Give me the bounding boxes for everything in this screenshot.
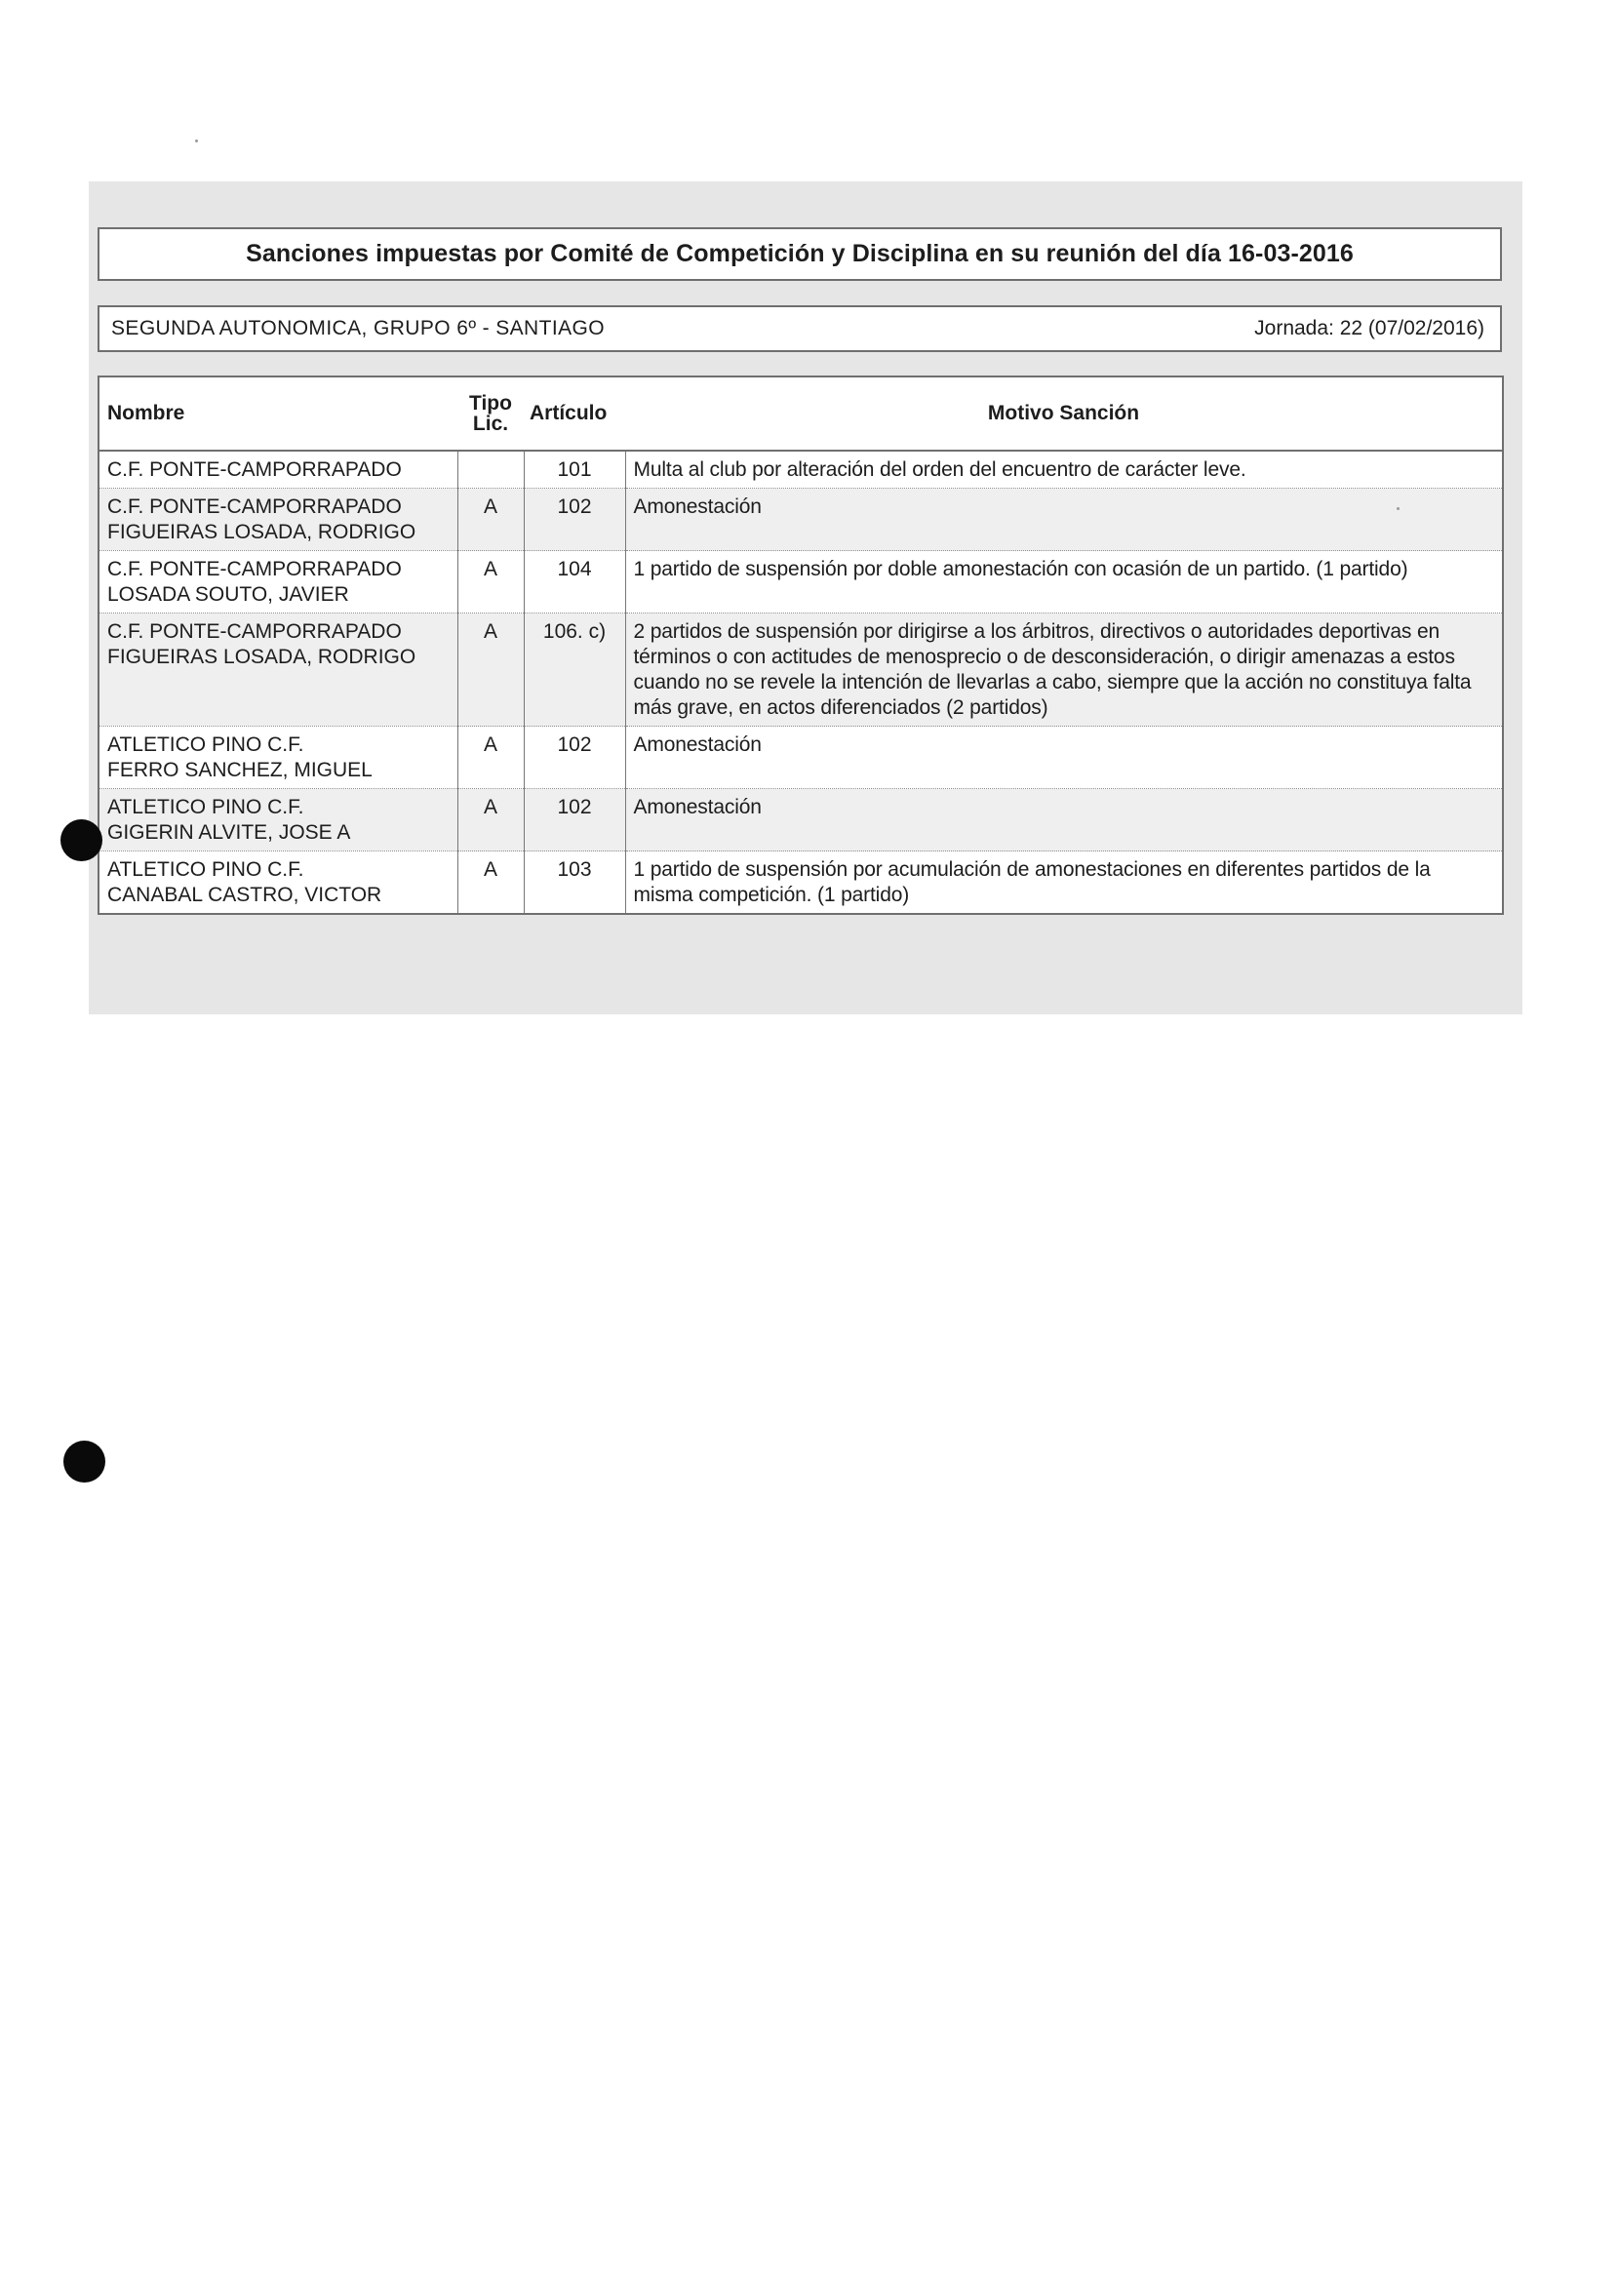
header-articulo: Artículo [524,376,625,451]
punch-hole-mark [60,819,102,861]
cell-motivo: 1 partido de suspensión por acumulación de amonestaciones en diferentes partidos de la misma competición. (1 partido) [625,851,1503,915]
cell-motivo: 1 partido de suspensión por doble amonestación con ocasión de un partido. (1 partido) [625,551,1503,614]
cell-articulo: 101 [524,451,625,489]
table-row [99,551,1503,614]
cell-tipo-lic: A [457,727,524,789]
club-name: C.F. PONTE-CAMPORRAPADO [107,620,402,643]
cell-nombre [99,789,457,851]
header-tipo-line2: Lic. [472,413,509,435]
cell-tipo-lic: A [457,551,524,614]
header-motivo-sancion: Motivo Sanción [625,376,1503,451]
club-name: C.F. PONTE-CAMPORRAPADO [107,495,402,518]
cell-motivo: 2 partidos de suspensión por dirigirse a los árbitros, directivos o autoridades deportivas en términos o con actitudes de menosprecio o de desconsideración, o dirigir amenazas a estos cuando no se revele la intención de llevarlas a cabo, siempre que la acción no constituya falta más grave, en actos diferenciados (2 partidos) [625,614,1503,727]
club-name: ATLETICO PINO C.F. [107,858,304,881]
player-name: GIGERIN ALVITE, JOSE A [107,821,351,844]
cell-articulo: 102 [524,727,625,789]
table-row [99,451,1503,489]
cell-nombre [99,489,457,551]
club-name: ATLETICO PINO C.F. [107,733,304,756]
player-name: LOSADA SOUTO, JAVIER [107,583,349,606]
club-name: ATLETICO PINO C.F. [107,796,304,818]
table-header-row [99,376,1503,451]
cell-articulo: 103 [524,851,625,915]
competition-name: SEGUNDA AUTONOMICA, GRUPO 6º - SANTIAGO [111,317,605,339]
header-tipo-lic [457,376,524,451]
cell-tipo-lic: A [457,489,524,551]
scan-speck [1397,507,1400,510]
table-row [99,789,1503,851]
cell-tipo-lic: A [457,851,524,915]
cell-nombre [99,451,457,489]
header-nombre: Nombre [99,376,457,451]
cell-nombre [99,614,457,727]
cell-tipo-lic: A [457,614,524,727]
player-name: FIGUEIRAS LOSADA, RODRIGO [107,646,416,668]
header-tipo-line1: Tipo [469,392,512,415]
cell-motivo: Amonestación [625,489,1503,551]
cell-motivo: Multa al club por alteración del orden del encuentro de carácter leve. [625,451,1503,489]
document-title [98,227,1502,281]
cell-nombre [99,551,457,614]
competition-info-bar [98,305,1502,352]
table-row [99,489,1503,551]
cell-nombre [99,727,457,789]
cell-articulo: 102 [524,789,625,851]
jornada-info: Jornada: 22 (07/02/2016) [1254,317,1484,339]
cell-motivo: Amonestación [625,727,1503,789]
document-title-text: Sanciones impuestas por Comité de Competición y Disciplina en su reunión del día 16-03-2016 [246,240,1354,267]
cell-articulo: 102 [524,489,625,551]
scan-speck [195,139,198,142]
cell-motivo: Amonestación [625,789,1503,851]
player-name: FIGUEIRAS LOSADA, RODRIGO [107,521,416,543]
cell-articulo: 104 [524,551,625,614]
player-name: CANABAL CASTRO, VICTOR [107,884,382,906]
player-name: FERRO SANCHEZ, MIGUEL [107,759,373,781]
cell-articulo: 106. c) [524,614,625,727]
club-name: C.F. PONTE-CAMPORRAPADO [107,458,402,481]
table-row [99,851,1503,915]
cell-tipo-lic: A [457,789,524,851]
sanctions-table [98,376,1504,915]
club-name: C.F. PONTE-CAMPORRAPADO [107,558,402,580]
table-row [99,727,1503,789]
table-row [99,614,1503,727]
punch-hole-mark [63,1441,105,1483]
cell-nombre [99,851,457,915]
cell-tipo-lic [457,451,524,489]
